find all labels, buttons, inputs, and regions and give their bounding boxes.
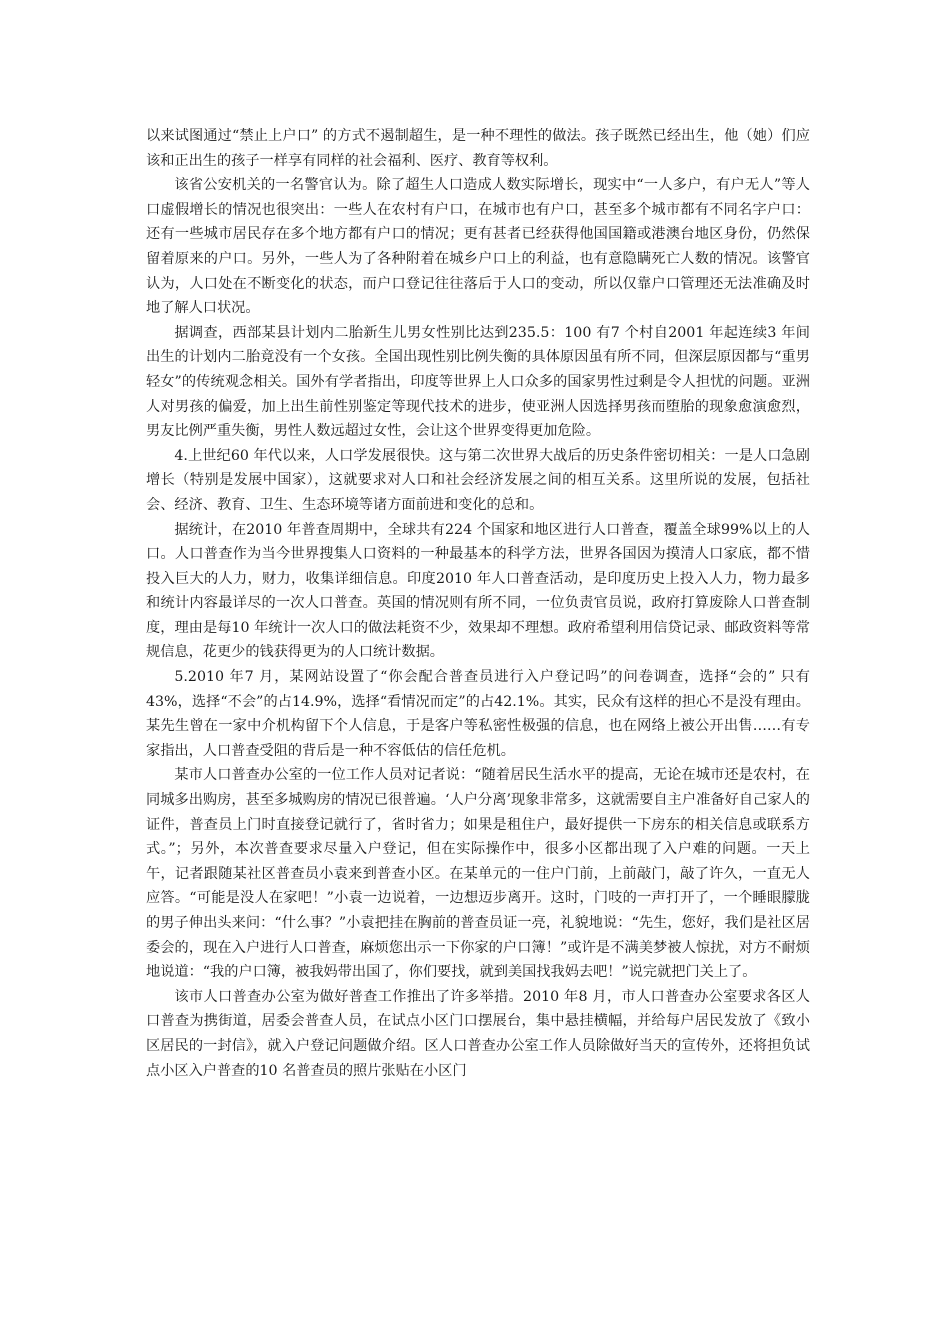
paragraph-8: 该市人口普查办公室为做好普查工作推出了许多举措。2010 年8 月，市人口普查办公室要求各区人口普查为携街道，居委会普查人员，在试点小区门口摆展台，集中悬挂横幅，并给每户居民发放了《致小区居民的一封信》，就入户登记问题做介绍。区人口普查办公室工作人员除做好当天的宣传外，还将担负试点小区入户普查的10 名普查员的照片张贴在小区门 <box>146 988 810 1079</box>
paragraph-3: 据调查，西部某县计划内二胎新生儿男女性别比达到235.5：100 有7 个村自2001 年起连续3 年间出生的计划内二胎竟没有一个女孩。全国出现性别比例失衡的具体原因虽有所不同，但深层原因都与“重男轻女”的传统观念相关。国外有学者指出，印度等世界上人口众多的国家男性过剩是令人担忧的问题。亚洲人对男孩的偏爱，加上出生前性别鉴定等现代技术的进步，使亚洲人因选择男孩而堕胎的现象愈演愈烈，男友比例严重失衡，男性人数远超过女性，会让这个世界变得更加危险。 <box>146 324 810 440</box>
paragraph-5: 据统计，在2010 年普查周期中，全球共有224 个国家和地区进行人口普查，覆盖全球99%以上的人口。人口普查作为当今世界搜集人口资料的一种最基本的科学方法，世界各国因为摸清人口家底，都不惜投入巨大的人力，财力，收集详细信息。印度2010 年人口普查活动，是印度历史上投入人力，物力最多和统计内容最详尽的一次人口普查。英国的情况则有所不同，一位负责官员说，政府打算废除人口普查制度，理由是每10 年统计一次人口的做法耗资不少，效果却不理想。政府希望利用信贷记录、邮政资料等常规信息，花更少的钱获得更为的人口统计数据。 <box>146 521 810 661</box>
paragraph-1: 以来试图通过“禁止上户口” 的方式不遏制超生，是一种不理性的做法。孩子既然已经出生，他（她）们应该和正出生的孩子一样享有同样的社会福利、医疗、教育等权利。 <box>146 128 810 169</box>
paragraph-7: 某市人口普查办公室的一位工作人员对记者说：“随着居民生活水平的提高，无论在城市还是农村，在同城多出购房，甚至多城购房的情况已很普遍。‘人户分离’现象非常多，这就需要自主户准备好自己家人的证件，普查员上门时直接登记就行了，省时省力；如果是租住户，最好提供一下房东的相关信息或联系方式。”；另外，本次普查要求尽量入户登记，但在实际操作中，很多小区都出现了入户难的问题。一天上午，记者跟随某社区普查员小袁来到普查小区。在某单元的一住户门前，上前敲门，敲了许久，一直无人应答。“可能是没人在家吧！”小袁一边说着，一边想迈步离开。这时，门吱的一声打开了，一个睡眼朦胧的男子伸出头来问：“什么事？”小袁把挂在胸前的普查员证一亮，礼貌地说：“先生，您好，我们是社区居委会的，现在入户进行人口普查，麻烦您出示一下你家的户口簿！”或许是不满美梦被人惊扰，对方不耐烦地说道：“我的户口簿，被我妈带出国了，你们要找，就到美国找我妈去吧！”说完就把门关上了。 <box>146 767 810 981</box>
paragraph-4: 4.上世纪60 年代以来，人口学发展很快。这与第二次世界大战后的历史条件密切相关：一是人口急剧增长（特别是发展中国家），这就要求对人口和社会经济发展之间的相互关系。这里所说的发展，包括社会、经济、教育、卫生、生态环境等诸方面前进和变化的总和。 <box>146 447 810 513</box>
paragraph-2: 该省公安机关的一名警官认为。除了超生人口造成人数实际增长，现实中“一人多户，有户无人”等人口虚假增长的情况也很突出：一些人在农村有户口，在城市也有户口，甚至多个城市都有不同名字户口：还有一些城市居民存在多个地方都有户口的情况；更有甚者已经获得他国国籍或港澳台地区身份，仍然保留着原来的户口。另外，一些人为了各种附着在城乡户口上的利益，也有意隐瞒死亡人数的情况。该警官认为，人口处在不断变化的状态，而户口登记往往落后于人口的变动，所以仅靠户口管理还无法准确及时地了解人口状况。 <box>146 177 810 317</box>
document-page <box>146 124 810 1083</box>
paragraph-6: 5.2010 年7 月，某网站设置了“你会配合普查员进行入户登记吗”的问卷调查，选择“会的” 只有43%，选择“不会”的占14.9%，选择“看情况而定”的占42.1%。其实，民众有这样的担心不是没有理由。某先生曾在一家中介机构留下个人信息，于是客户等私密性极强的信息，也在网络上被公开出售……有专家指出，人口普查受阻的背后是一种不容低估的信任危机。 <box>146 669 810 759</box>
